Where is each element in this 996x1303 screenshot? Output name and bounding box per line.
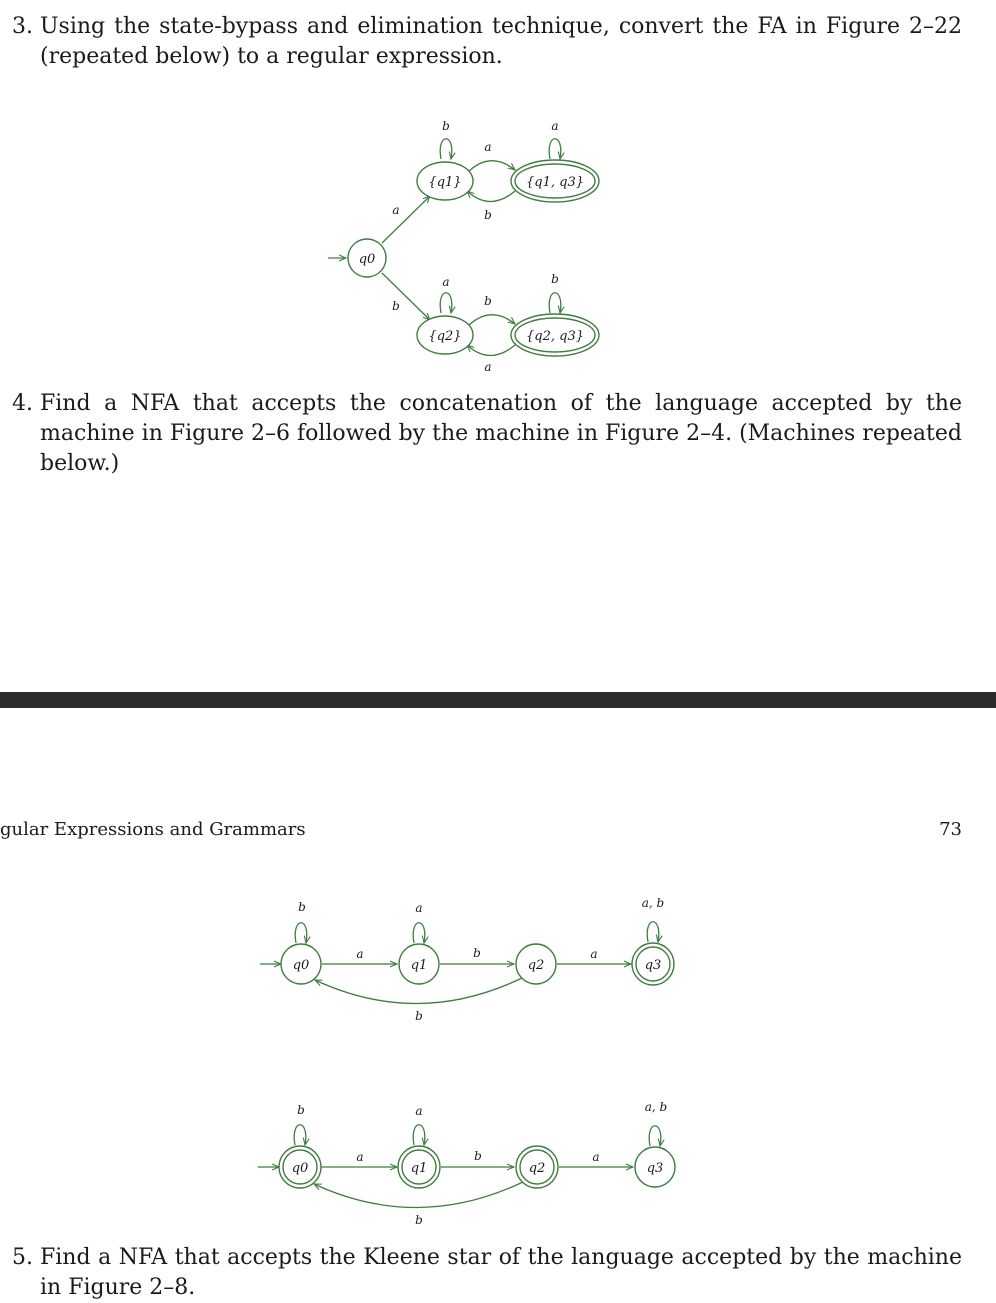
loop-q0 bbox=[294, 1125, 306, 1145]
label-q1-q2: b bbox=[474, 1149, 482, 1163]
edge-q1-q13 bbox=[467, 161, 515, 173]
loop-q2 bbox=[440, 293, 452, 313]
figure-machine-a bbox=[0, 890, 996, 1030]
label-q0-q2: b bbox=[392, 299, 400, 313]
label-q0-loop: b bbox=[297, 1103, 305, 1117]
state-label-q3: q3 bbox=[646, 1161, 664, 1176]
state-label-q23: {q2, q3} bbox=[526, 329, 584, 344]
loop-q0 bbox=[295, 923, 307, 943]
loop-q3 bbox=[649, 1126, 661, 1146]
state-label-q13: {q1, q3} bbox=[526, 175, 584, 190]
edge-q0-q1 bbox=[382, 196, 430, 243]
question-text: Find a NFA that accepts the Kleene star of the language accepted by the machine in Figure 2–8. bbox=[40, 1245, 962, 1300]
loop-q1 bbox=[413, 1125, 425, 1145]
question-3 bbox=[12, 12, 962, 72]
edge-q0-q2 bbox=[382, 273, 430, 320]
edge-q23-q2 bbox=[467, 345, 515, 356]
label-q2-loop: a bbox=[442, 275, 450, 289]
edge-q2-q23 bbox=[467, 315, 515, 327]
label-q1-loop: a bbox=[415, 1104, 423, 1118]
state-label-q1: q1 bbox=[410, 958, 428, 973]
state-label-q3: q3 bbox=[644, 958, 662, 973]
state-label-q1: {q1} bbox=[428, 175, 462, 190]
edge-q13-q1 bbox=[467, 191, 515, 202]
loop-q3 bbox=[647, 922, 659, 942]
question-4 bbox=[12, 389, 962, 479]
question-number: 3. bbox=[12, 14, 33, 39]
figure-2-22 bbox=[0, 115, 996, 375]
question-number: 4. bbox=[12, 391, 33, 416]
label-q2-q3: a bbox=[592, 1150, 600, 1164]
page-divider bbox=[0, 692, 996, 708]
question-number: 5. bbox=[12, 1245, 33, 1270]
state-label-q2: q2 bbox=[527, 958, 545, 973]
state-label-q1: q1 bbox=[410, 1161, 428, 1176]
loop-q1 bbox=[413, 923, 425, 943]
label-q2-q0: b bbox=[415, 1213, 423, 1227]
label-q1-loop: a bbox=[415, 901, 423, 915]
loop-q23 bbox=[549, 293, 561, 313]
state-label-q0: q0 bbox=[292, 958, 310, 973]
state-label-q2: {q2} bbox=[428, 329, 462, 344]
label-q0-loop: b bbox=[298, 900, 306, 914]
question-text: Find a NFA that accepts the concatenation of the language accepted by the machine in Figure 2–6 followed by the machine in Figure 2–4. (Machines repeated below.) bbox=[40, 391, 962, 476]
label-q13-q1: b bbox=[484, 208, 492, 222]
label-q0-q1: a bbox=[356, 1150, 364, 1164]
label-q0-q1: a bbox=[356, 947, 364, 961]
label-q23-q2: a bbox=[484, 360, 492, 374]
question-5 bbox=[12, 1243, 962, 1303]
label-q13-loop: a bbox=[551, 119, 559, 133]
label-q3-loop: a, b bbox=[644, 1100, 668, 1114]
loop-q1 bbox=[440, 139, 452, 159]
label-q2-q3: a bbox=[590, 947, 598, 961]
label-q3-loop: a, b bbox=[641, 896, 665, 910]
state-label-q0: q0 bbox=[291, 1161, 309, 1176]
loop-q13 bbox=[549, 139, 561, 159]
label-q1-q2: b bbox=[473, 946, 481, 960]
figure-machine-b bbox=[0, 1095, 996, 1235]
question-text: Using the state-bypass and elimination technique, convert the FA in Figure 2–22 (repeated below) to a regular expression. bbox=[40, 14, 962, 69]
label-q0-q1: a bbox=[392, 203, 400, 217]
label-q1-loop: b bbox=[442, 119, 450, 133]
label-q2-q23: b bbox=[484, 294, 492, 308]
label-q1-q13: a bbox=[484, 140, 492, 154]
state-label-q0: q0 bbox=[358, 252, 376, 267]
label-q23-loop: b bbox=[551, 272, 559, 286]
label-q2-q0: b bbox=[415, 1009, 423, 1023]
running-title: gular Expressions and Grammars bbox=[0, 819, 306, 840]
page-number: 73 bbox=[939, 819, 962, 840]
state-label-q2: q2 bbox=[528, 1161, 546, 1176]
